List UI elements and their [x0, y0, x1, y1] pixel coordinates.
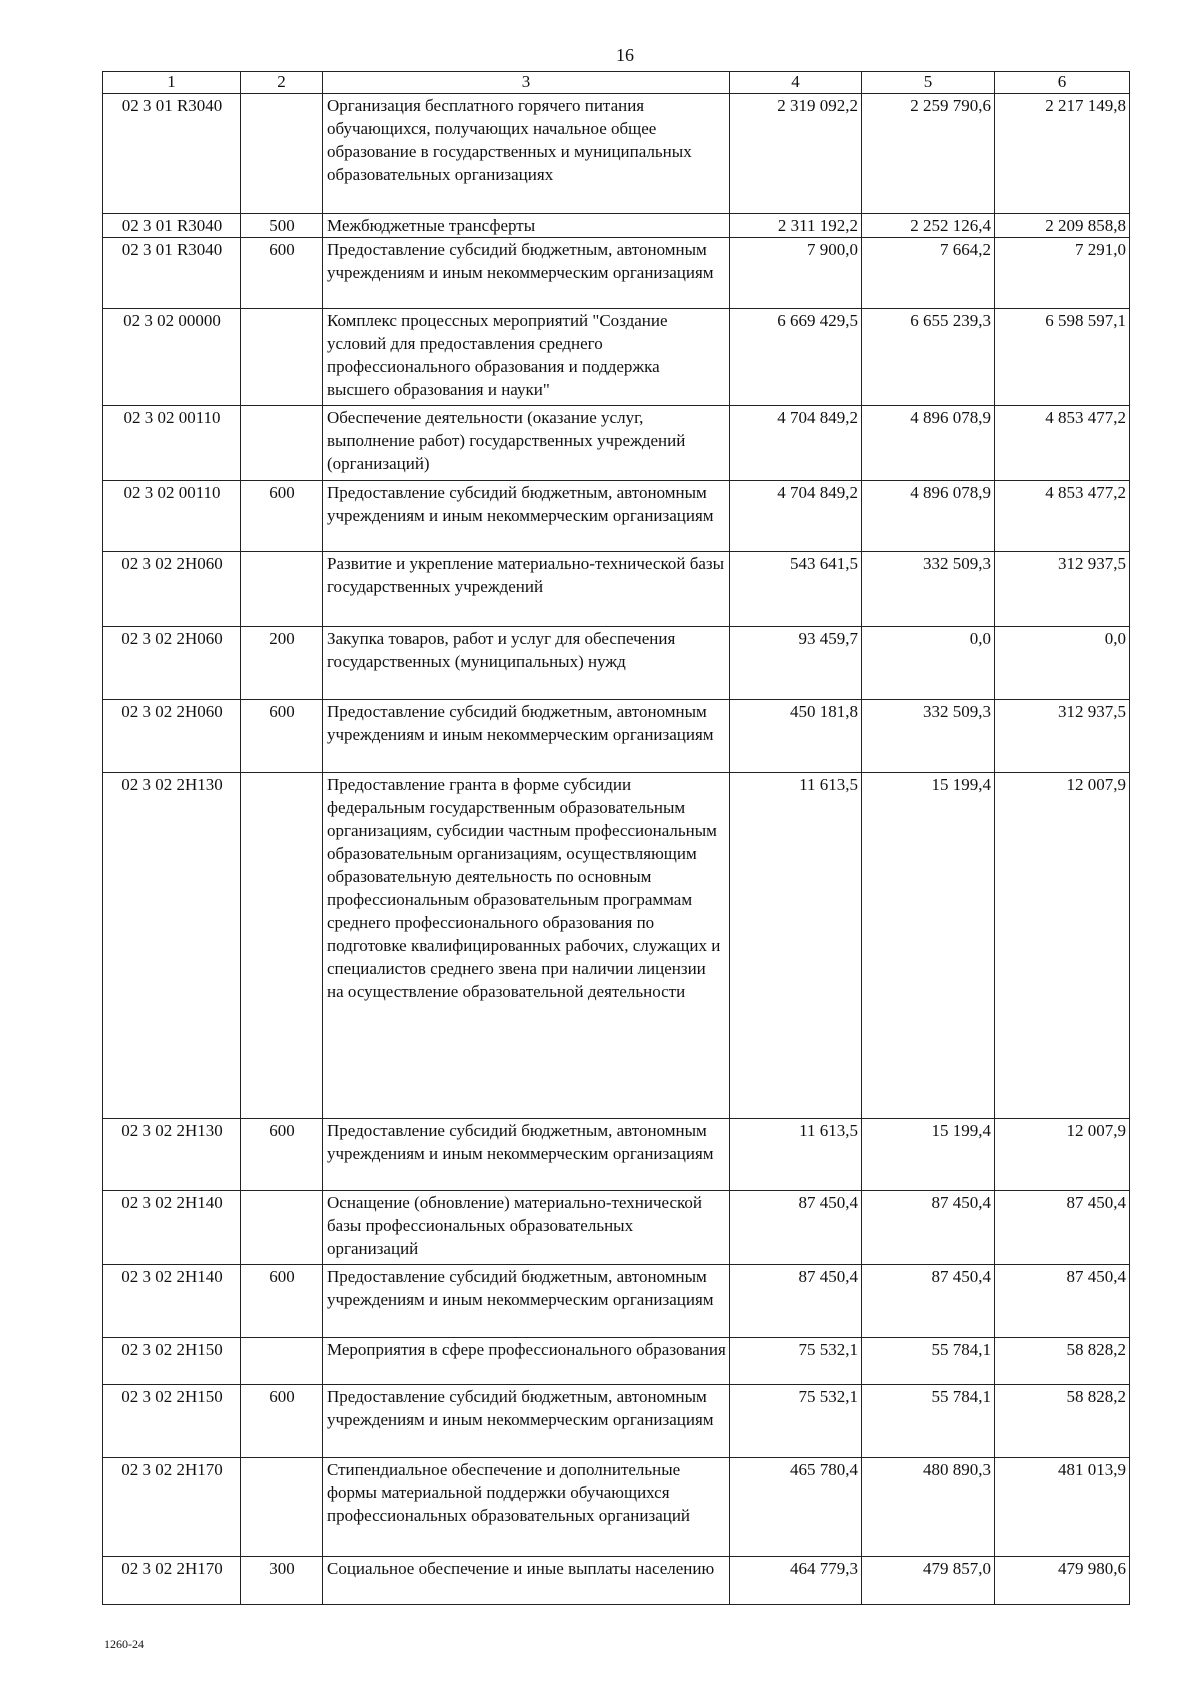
amount-col4-cell: 87 450,4 [730, 1265, 862, 1338]
amount-col6-cell: 312 937,5 [995, 700, 1130, 773]
expense-type-cell [241, 773, 323, 1119]
amount-col5-cell: 15 199,4 [862, 773, 995, 1119]
target-code-cell: 02 3 02 2Н140 [103, 1191, 241, 1265]
target-code-cell: 02 3 02 00000 [103, 309, 241, 406]
item-name-cell: Предоставление субсидий бюджетным, автономным учреждениям и иным некоммерческим организациям [323, 700, 730, 773]
amount-col6-cell: 312 937,5 [995, 552, 1130, 627]
item-name-cell: Социальное обеспечение и иные выплаты населению [323, 1557, 730, 1605]
amount-col6-cell: 87 450,4 [995, 1265, 1130, 1338]
table-row [103, 552, 1130, 627]
amount-col6-cell: 0,0 [995, 627, 1130, 700]
expense-type-cell: 600 [241, 481, 323, 552]
table-body [103, 94, 1130, 1605]
target-code-cell: 02 3 02 00110 [103, 481, 241, 552]
amount-col5-cell: 332 509,3 [862, 700, 995, 773]
amount-col6-cell: 7 291,0 [995, 238, 1130, 309]
expense-type-cell [241, 94, 323, 214]
table-row [103, 481, 1130, 552]
table-row [103, 700, 1130, 773]
amount-col5-cell: 0,0 [862, 627, 995, 700]
expense-type-cell [241, 309, 323, 406]
amount-col4-cell: 450 181,8 [730, 700, 862, 773]
amount-col5-cell: 87 450,4 [862, 1265, 995, 1338]
amount-col6-cell: 58 828,2 [995, 1338, 1130, 1385]
table-row [103, 773, 1130, 1119]
amount-col4-cell: 7 900,0 [730, 238, 862, 309]
amount-col6-cell: 2 217 149,8 [995, 94, 1130, 214]
item-name-cell: Развитие и укрепление материально-технической базы государственных учреждений [323, 552, 730, 627]
expense-type-cell: 600 [241, 700, 323, 773]
table-row [103, 238, 1130, 309]
column-header: 1 [103, 72, 241, 94]
item-name-cell: Предоставление субсидий бюджетным, автономным учреждениям и иным некоммерческим организациям [323, 1385, 730, 1458]
expense-type-cell [241, 406, 323, 481]
amount-col6-cell: 12 007,9 [995, 773, 1130, 1119]
amount-col6-cell: 58 828,2 [995, 1385, 1130, 1458]
target-code-cell: 02 3 01 R3040 [103, 94, 241, 214]
amount-col4-cell: 4 704 849,2 [730, 406, 862, 481]
item-name-cell: Стипендиальное обеспечение и дополнительные формы материальной поддержки обучающихся профессиональных образовательных организаций [323, 1458, 730, 1557]
amount-col4-cell: 465 780,4 [730, 1458, 862, 1557]
item-name-cell: Предоставление субсидий бюджетным, автономным учреждениям и иным некоммерческим организациям [323, 1119, 730, 1191]
amount-col5-cell: 6 655 239,3 [862, 309, 995, 406]
amount-col5-cell: 87 450,4 [862, 1191, 995, 1265]
amount-col6-cell: 4 853 477,2 [995, 406, 1130, 481]
amount-col6-cell: 479 980,6 [995, 1557, 1130, 1605]
table-row [103, 1557, 1130, 1605]
item-name-cell: Организация бесплатного горячего питания обучающихся, получающих начальное общее образование в государственных и муниципальных образовательных организациях [323, 94, 730, 214]
amount-col4-cell: 75 532,1 [730, 1338, 862, 1385]
table-row [103, 1385, 1130, 1458]
table-row [103, 1191, 1130, 1265]
table-row [103, 309, 1130, 406]
expense-type-cell: 600 [241, 1265, 323, 1338]
table-row [103, 94, 1130, 214]
amount-col5-cell: 4 896 078,9 [862, 406, 995, 481]
amount-col5-cell: 479 857,0 [862, 1557, 995, 1605]
amount-col4-cell: 464 779,3 [730, 1557, 862, 1605]
expense-type-cell [241, 552, 323, 627]
amount-col5-cell: 55 784,1 [862, 1338, 995, 1385]
target-code-cell: 02 3 02 2Н060 [103, 552, 241, 627]
footer-code: 1260-24 [104, 1637, 144, 1651]
amount-col5-cell: 7 664,2 [862, 238, 995, 309]
expense-type-cell [241, 1191, 323, 1265]
amount-col4-cell: 2 311 192,2 [730, 214, 862, 238]
table-row [103, 406, 1130, 481]
amount-col4-cell: 93 459,7 [730, 627, 862, 700]
target-code-cell: 02 3 02 2Н170 [103, 1458, 241, 1557]
item-name-cell: Мероприятия в сфере профессионального образования [323, 1338, 730, 1385]
target-code-cell: 02 3 02 2Н150 [103, 1385, 241, 1458]
amount-col6-cell: 12 007,9 [995, 1119, 1130, 1191]
amount-col4-cell: 6 669 429,5 [730, 309, 862, 406]
item-name-cell: Предоставление гранта в форме субсидии федеральным государственным образовательным организациям, субсидии частным профессиональным образовательным организациям, осуществляющим образовательную деятельность по основным профессиональным образовательным программам среднего профессионального образования по подготовке квалифицированных рабочих, служащих и специалистов среднего звена при наличии лицензии на осуществление образовательной деятельности [323, 773, 730, 1119]
item-name-cell: Предоставление субсидий бюджетным, автономным учреждениям и иным некоммерческим организациям [323, 1265, 730, 1338]
item-name-cell: Комплекс процессных мероприятий "Создание условий для предоставления среднего профессионального образования и поддержка высшего образования и науки" [323, 309, 730, 406]
expense-type-cell: 600 [241, 1385, 323, 1458]
table-row [103, 1458, 1130, 1557]
amount-col4-cell: 2 319 092,2 [730, 94, 862, 214]
target-code-cell: 02 3 02 2Н150 [103, 1338, 241, 1385]
amount-col5-cell: 480 890,3 [862, 1458, 995, 1557]
item-name-cell: Оснащение (обновление) материально-технической базы профессиональных образовательных организаций [323, 1191, 730, 1265]
column-header: 2 [241, 72, 323, 94]
amount-col4-cell: 543 641,5 [730, 552, 862, 627]
expense-type-cell: 200 [241, 627, 323, 700]
amount-col6-cell: 87 450,4 [995, 1191, 1130, 1265]
amount-col4-cell: 4 704 849,2 [730, 481, 862, 552]
expense-type-cell: 600 [241, 238, 323, 309]
target-code-cell: 02 3 01 R3040 [103, 214, 241, 238]
target-code-cell: 02 3 02 2Н140 [103, 1265, 241, 1338]
expense-type-cell [241, 1458, 323, 1557]
expense-type-cell: 600 [241, 1119, 323, 1191]
table-row [103, 627, 1130, 700]
amount-col4-cell: 11 613,5 [730, 1119, 862, 1191]
target-code-cell: 02 3 02 2Н060 [103, 700, 241, 773]
amount-col5-cell: 2 252 126,4 [862, 214, 995, 238]
target-code-cell: 02 3 02 2Н130 [103, 1119, 241, 1191]
column-header: 6 [995, 72, 1130, 94]
budget-table [102, 71, 1130, 1605]
column-header: 4 [730, 72, 862, 94]
target-code-cell: 02 3 02 2Н060 [103, 627, 241, 700]
table-row [103, 1338, 1130, 1385]
amount-col6-cell: 4 853 477,2 [995, 481, 1130, 552]
table-row [103, 214, 1130, 238]
column-number-row [103, 72, 1130, 94]
amount-col4-cell: 11 613,5 [730, 773, 862, 1119]
target-code-cell: 02 3 02 2Н130 [103, 773, 241, 1119]
amount-col5-cell: 332 509,3 [862, 552, 995, 627]
amount-col5-cell: 15 199,4 [862, 1119, 995, 1191]
item-name-cell: Предоставление субсидий бюджетным, автономным учреждениям и иным некоммерческим организациям [323, 481, 730, 552]
item-name-cell: Предоставление субсидий бюджетным, автономным учреждениям и иным некоммерческим организациям [323, 238, 730, 309]
amount-col5-cell: 2 259 790,6 [862, 94, 995, 214]
target-code-cell: 02 3 02 00110 [103, 406, 241, 481]
table-row [103, 1119, 1130, 1191]
expense-type-cell: 300 [241, 1557, 323, 1605]
table-row [103, 1265, 1130, 1338]
expense-type-cell: 500 [241, 214, 323, 238]
column-header: 3 [323, 72, 730, 94]
amount-col4-cell: 75 532,1 [730, 1385, 862, 1458]
amount-col6-cell: 2 209 858,8 [995, 214, 1130, 238]
expense-type-cell [241, 1338, 323, 1385]
item-name-cell: Закупка товаров, работ и услуг для обеспечения государственных (муниципальных) нужд [323, 627, 730, 700]
amount-col6-cell: 481 013,9 [995, 1458, 1130, 1557]
amount-col4-cell: 87 450,4 [730, 1191, 862, 1265]
item-name-cell: Обеспечение деятельности (оказание услуг, выполнение работ) государственных учреждений (организаций) [323, 406, 730, 481]
page-number: 16 [616, 45, 634, 65]
amount-col5-cell: 4 896 078,9 [862, 481, 995, 552]
column-header: 5 [862, 72, 995, 94]
target-code-cell: 02 3 01 R3040 [103, 238, 241, 309]
amount-col6-cell: 6 598 597,1 [995, 309, 1130, 406]
item-name-cell: Межбюджетные трансферты [323, 214, 730, 238]
target-code-cell: 02 3 02 2Н170 [103, 1557, 241, 1605]
amount-col5-cell: 55 784,1 [862, 1385, 995, 1458]
